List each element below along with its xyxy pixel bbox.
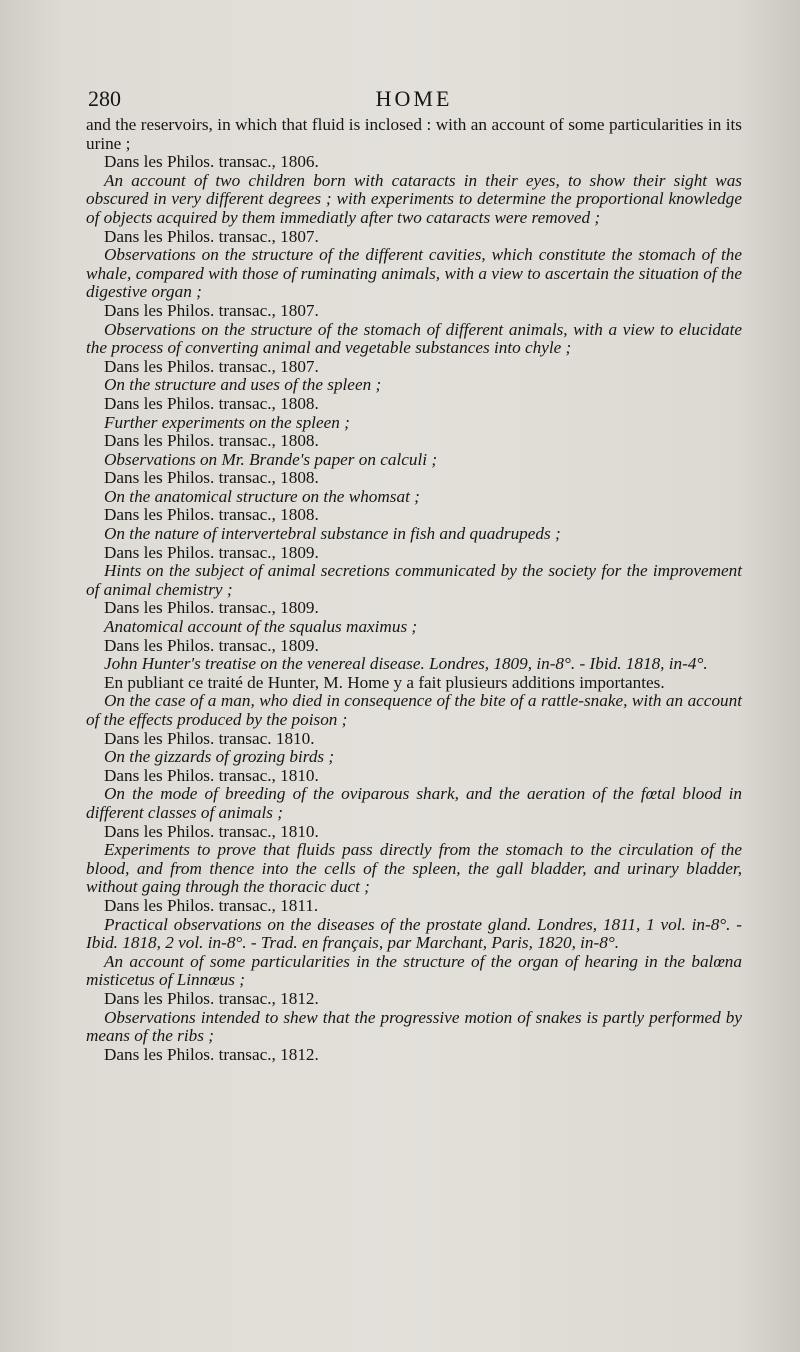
- bibliography-entry: John Hunter's treatise on the venereal disease. Londres, 1809, in-8°. - Ibid. 1818, in-4°.: [104, 654, 708, 674]
- source-line: Dans les Philos. transac., 1809.: [104, 635, 319, 655]
- page-number: 280: [88, 86, 121, 111]
- source-line: Dans les Philos. transac., 1808.: [104, 505, 319, 525]
- bibliography-entry: On the case of a man, who died in consequence of the bite of a rattle-snake, with an account of the effects produced by the poison ;: [86, 691, 742, 729]
- bibliography-entry: Hints on the subject of animal secretions communicated by the society for the improvement of animal chemistry ;: [86, 561, 742, 599]
- bibliography-entry: and the reservoirs, in which that fluid is inclosed : with an account of some particularities in its urine ;: [86, 115, 742, 153]
- bibliography-entry: On the mode of breeding of the oviparous shark, and the aeration of the fœtal blood in different classes of animals ;: [86, 784, 742, 822]
- source-line: Dans les Philos. transac., 1812.: [104, 988, 319, 1008]
- bibliography-entry: An account of two children born with cataracts in their eyes, to show their sight was obscured in very different degrees ; with experiments to determine the proportional knowledge of objects acquired by them immediatly after two cataracts were removed ;: [86, 170, 742, 227]
- source-line: Dans les Philos. transac., 1807.: [104, 226, 319, 246]
- source-line: Dans les Philos. transac., 1810.: [104, 821, 319, 841]
- source-line: Dans les Philos. transac., 1808.: [104, 431, 319, 451]
- bibliography-list: [86, 116, 742, 1064]
- bibliography-entry: On the nature of intervertebral substance in fish and quadrupeds ;: [104, 524, 561, 544]
- bibliography-entry: On the structure and uses of the spleen ;: [104, 375, 382, 395]
- running-title: HOME: [375, 86, 453, 111]
- source-line: Dans les Philos. transac., 1807.: [104, 300, 319, 320]
- bibliography-entry: Observations on the structure of the different cavities, which constitute the stomach of the whale, compared with those of ruminating animals, with a view to ascertain the situation of the digestive organ ;: [86, 245, 742, 302]
- source-line: Dans les Philos. transac., 1808.: [104, 468, 319, 488]
- bibliography-entry: On the anatomical structure on the whomsat ;: [104, 486, 420, 506]
- bibliography-entry: Anatomical account of the squalus maximus ;: [104, 617, 418, 637]
- source-line: Dans les Philos. transac. 1810.: [104, 728, 315, 748]
- source-line: Dans les Philos. transac., 1807.: [104, 356, 319, 376]
- source-line: Dans les Philos. transac., 1809.: [104, 598, 319, 618]
- bibliography-entry: An account of some particularities in the structure of the organ of hearing in the balœna misticetus of Linnœus ;: [86, 951, 742, 990]
- bibliography-entry: Observations on the structure of the stomach of different animals, with a view to elucidate the process of converting animal and vegetable substances into chyle ;: [86, 319, 742, 358]
- source-line: Dans les Philos. transac., 1806.: [104, 152, 319, 172]
- bibliography-entry: Observations on Mr. Brande's paper on calculi ;: [104, 449, 438, 469]
- bibliography-entry: Observations intended to shew that the progressive motion of snakes is partly performed by means of the ribs ;: [86, 1007, 742, 1046]
- bibliography-entry: Experiments to prove that fluids pass directly from the stomach to the circulation of the blood, and from thence into the cells of the spleen, the gall bladder, and urinary bladder, without gaing through the thoracic duct ;: [86, 840, 742, 897]
- source-line: Dans les Philos. transac., 1811.: [104, 895, 319, 915]
- bibliography-entry: Practical observations on the diseases of the prostate gland. Londres, 1811, 1 vol. in-8°. - Ibid. 1818, 2 vol. in-8°. - Trad. en français, par Marchant, Paris, 1820, in-8°.: [86, 914, 742, 953]
- bibliography-entry: On the gizzards of grozing birds ;: [104, 747, 335, 767]
- bibliography-entry: En publiant ce traité de Hunter, M. Home y a fait plusieurs additions importantes.: [104, 672, 665, 692]
- source-line: Dans les Philos. transac., 1808.: [104, 393, 319, 413]
- source-line: Dans les Philos. transac., 1809.: [104, 542, 319, 562]
- bibliography-entry: Further experiments on the spleen ;: [104, 412, 350, 432]
- source-line: Dans les Philos. transac., 1812.: [104, 1044, 319, 1064]
- source-line: Dans les Philos. transac., 1810.: [104, 765, 319, 785]
- page-header: [88, 86, 740, 116]
